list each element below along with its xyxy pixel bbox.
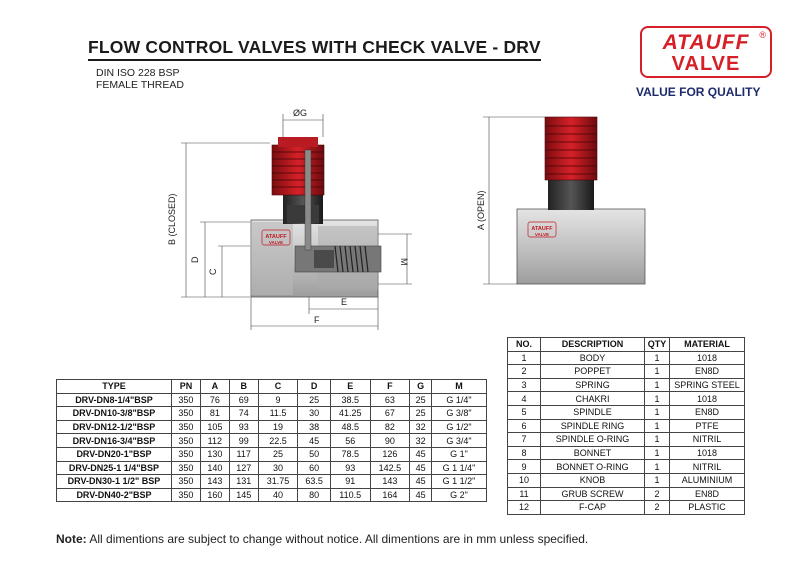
col-c: C [258,380,298,394]
table-row [57,407,487,421]
table-row [508,433,745,447]
table-cell: 99 [229,434,258,448]
thread-label: FEMALE THREAD [96,79,184,91]
table-cell: EN8D [670,405,745,419]
table-cell: 8 [508,446,541,460]
table-cell: 22.5 [258,434,298,448]
table-cell: 350 [172,434,201,448]
table-cell: 11 [508,487,541,501]
table-row [508,378,745,392]
table-cell: G 1/2" [432,420,487,434]
dimension-table [56,379,487,502]
table-cell: SPINDLE O-RING [541,433,645,447]
table-cell: 130 [200,447,229,461]
table-cell: 117 [229,447,258,461]
table-cell: 93 [330,461,370,475]
table-cell: EN8D [670,365,745,379]
table-cell: 7 [508,433,541,447]
table-cell: 32 [410,420,432,434]
table-cell: 63.5 [298,475,331,489]
table-cell: 6 [508,419,541,433]
table-cell: G 1/4" [432,393,487,407]
table-cell: NITRIL [670,460,745,474]
body-logo-line2: VALVE [268,240,284,245]
table-cell: 1018 [670,392,745,406]
table-cell: 45 [410,461,432,475]
table-cell: 38 [298,420,331,434]
table-cell: SPINDLE [541,405,645,419]
table-cell: DRV-DN20-1"BSP [57,447,172,461]
col-type: TYPE [57,380,172,394]
table-cell: 82 [370,420,410,434]
table-row [508,446,745,460]
table-cell: 63 [370,393,410,407]
table-cell: 56 [330,434,370,448]
table-cell: PTFE [670,419,745,433]
dim-label-d: D [190,256,200,263]
table-cell: 2 [645,501,670,515]
table-cell: 1018 [670,446,745,460]
ext-logo-line2: VALVE [534,232,550,237]
table-cell: KNOB [541,473,645,487]
table-cell: 350 [172,475,201,489]
note-text: All dimentions are subject to change without notice. All dimentions are in mm unless specified. [86,532,589,546]
table-cell: 1 [645,351,670,365]
col-pn: PN [172,380,201,394]
table-cell: 350 [172,447,201,461]
col-g: G [410,380,432,394]
table-cell: BONNET [541,446,645,460]
table-cell: CHAKRI [541,392,645,406]
table-cell: 1 [645,405,670,419]
table-cell: BONNET O-RING [541,460,645,474]
table-cell: DRV-DN8-1/4"BSP [57,393,172,407]
table-cell: DRV-DN40-2"BSP [57,488,172,502]
table-cell: 112 [200,434,229,448]
table-cell: 1 [645,392,670,406]
table-cell: 126 [370,447,410,461]
table-cell: G 3/4" [432,434,487,448]
table-cell: G 1" [432,447,487,461]
dim-label-a: A (OPEN) [476,190,486,230]
col-a: A [200,380,229,394]
dimension-table-header [57,380,487,394]
table-cell: 74 [229,407,258,421]
table-cell: 25 [410,393,432,407]
table-cell: 3 [508,378,541,392]
table-cell: 1 [645,473,670,487]
table-cell: 145 [229,488,258,502]
parts-table [507,337,745,515]
dim-label-b: B (CLOSED) [167,193,177,245]
table-cell: GRUB SCREW [541,487,645,501]
table-cell: 25 [258,447,298,461]
col-b: B [229,380,258,394]
table-row [508,460,745,474]
table-row [508,392,745,406]
tagline: VALUE FOR QUALITY [636,85,761,99]
table-cell: 9 [258,393,298,407]
section-view [251,137,381,297]
col-m: M [432,380,487,394]
table-cell: G 1 1/2" [432,475,487,489]
table-cell: PLASTIC [670,501,745,515]
registered-mark: ® [759,30,766,40]
logo-line1: ATAUFF [662,31,750,54]
table-cell: SPINDLE RING [541,419,645,433]
table-row [57,488,487,502]
col-f: F [370,380,410,394]
body-logo-line1: ATAUFF [265,234,287,240]
table-cell: SPRING STEEL [670,378,745,392]
table-row [57,461,487,475]
table-cell: 45 [410,488,432,502]
table-cell: 12 [508,501,541,515]
table-cell: 1018 [670,351,745,365]
table-row [57,393,487,407]
table-cell: 1 [645,460,670,474]
table-cell: 350 [172,461,201,475]
table-cell: 80 [298,488,331,502]
table-cell: 38.5 [330,393,370,407]
table-cell: DRV-DN16-3/4"BSP [57,434,172,448]
table-cell: BODY [541,351,645,365]
table-cell: 1 [645,419,670,433]
table-cell: 350 [172,488,201,502]
table-row [57,475,487,489]
table-cell: NITRIL [670,433,745,447]
table-cell: 350 [172,393,201,407]
table-cell: 91 [330,475,370,489]
note-label: Note: [56,532,87,546]
table-cell: G 3/8" [432,407,487,421]
table-cell: SPRING [541,378,645,392]
dim-label-e: E [341,297,348,307]
footnote [56,532,588,546]
table-cell: 25 [298,393,331,407]
table-cell: 1 [645,433,670,447]
table-cell: 60 [298,461,331,475]
col-no: NO. [508,338,541,352]
table-cell: 105 [200,420,229,434]
dim-label-m: M [399,258,409,266]
table-row [508,405,745,419]
table-cell: 4 [508,392,541,406]
table-cell: 90 [370,434,410,448]
table-cell: 1 [508,351,541,365]
table-cell: DRV-DN30-1 1/2" BSP [57,475,172,489]
table-cell: G 1 1/4" [432,461,487,475]
table-cell: 67 [370,407,410,421]
table-cell: 143 [370,475,410,489]
table-cell: 350 [172,407,201,421]
page-title: FLOW CONTROL VALVES WITH CHECK VALVE - DRV [88,37,541,61]
parts-table-header [508,338,745,352]
table-cell: 2 [645,487,670,501]
table-cell: 25 [410,407,432,421]
ext-logo-line1: ATAUFF [531,226,553,232]
col-d: D [298,380,331,394]
table-cell: 76 [200,393,229,407]
table-cell: 143 [200,475,229,489]
table-row [508,501,745,515]
table-cell: 2 [508,365,541,379]
table-cell: 160 [200,488,229,502]
table-row [508,419,745,433]
table-row [508,365,745,379]
table-cell: 10 [508,473,541,487]
col-material: MATERIAL [670,338,745,352]
table-cell: 48.5 [330,420,370,434]
col-e: E [330,380,370,394]
table-cell: 31.75 [258,475,298,489]
table-row [508,473,745,487]
table-cell: 93 [229,420,258,434]
table-cell: DRV-DN25-1 1/4"BSP [57,461,172,475]
table-cell: DRV-DN12-1/2"BSP [57,420,172,434]
table-cell: 140 [200,461,229,475]
table-row [57,434,487,448]
table-cell: 5 [508,405,541,419]
table-cell: 81 [200,407,229,421]
table-cell: 41.25 [330,407,370,421]
table-cell: EN8D [670,487,745,501]
table-cell: 78.5 [330,447,370,461]
dim-label-f: F [314,315,320,325]
table-cell: 131 [229,475,258,489]
table-cell: DRV-DN10-3/8"BSP [57,407,172,421]
table-cell: 350 [172,420,201,434]
table-cell: 9 [508,460,541,474]
table-cell: 45 [410,447,432,461]
standard-label: DIN ISO 228 BSP [96,67,180,79]
table-cell: F-CAP [541,501,645,515]
table-row [57,420,487,434]
table-cell: 142.5 [370,461,410,475]
table-cell: 1 [645,365,670,379]
table-cell: 19 [258,420,298,434]
table-cell: 110.5 [330,488,370,502]
external-view [517,117,645,284]
table-cell: G 2" [432,488,487,502]
table-cell: 11.5 [258,407,298,421]
table-cell: 127 [229,461,258,475]
table-cell: 1 [645,446,670,460]
table-cell: 30 [298,407,331,421]
table-row [508,487,745,501]
table-cell: 32 [410,434,432,448]
col-qty: QTY [645,338,670,352]
table-row [508,351,745,365]
table-cell: 45 [298,434,331,448]
table-cell: ALUMINIUM [670,473,745,487]
table-cell: 30 [258,461,298,475]
table-cell: 69 [229,393,258,407]
table-cell: 50 [298,447,331,461]
table-row [57,447,487,461]
table-cell: 40 [258,488,298,502]
table-cell: 1 [645,378,670,392]
logo-line2: VALVE [671,53,741,75]
dim-label-g: ØG [293,108,308,118]
table-cell: POPPET [541,365,645,379]
table-cell: 45 [410,475,432,489]
table-cell: 164 [370,488,410,502]
col-description: DESCRIPTION [541,338,645,352]
dim-label-c: C [208,268,218,275]
